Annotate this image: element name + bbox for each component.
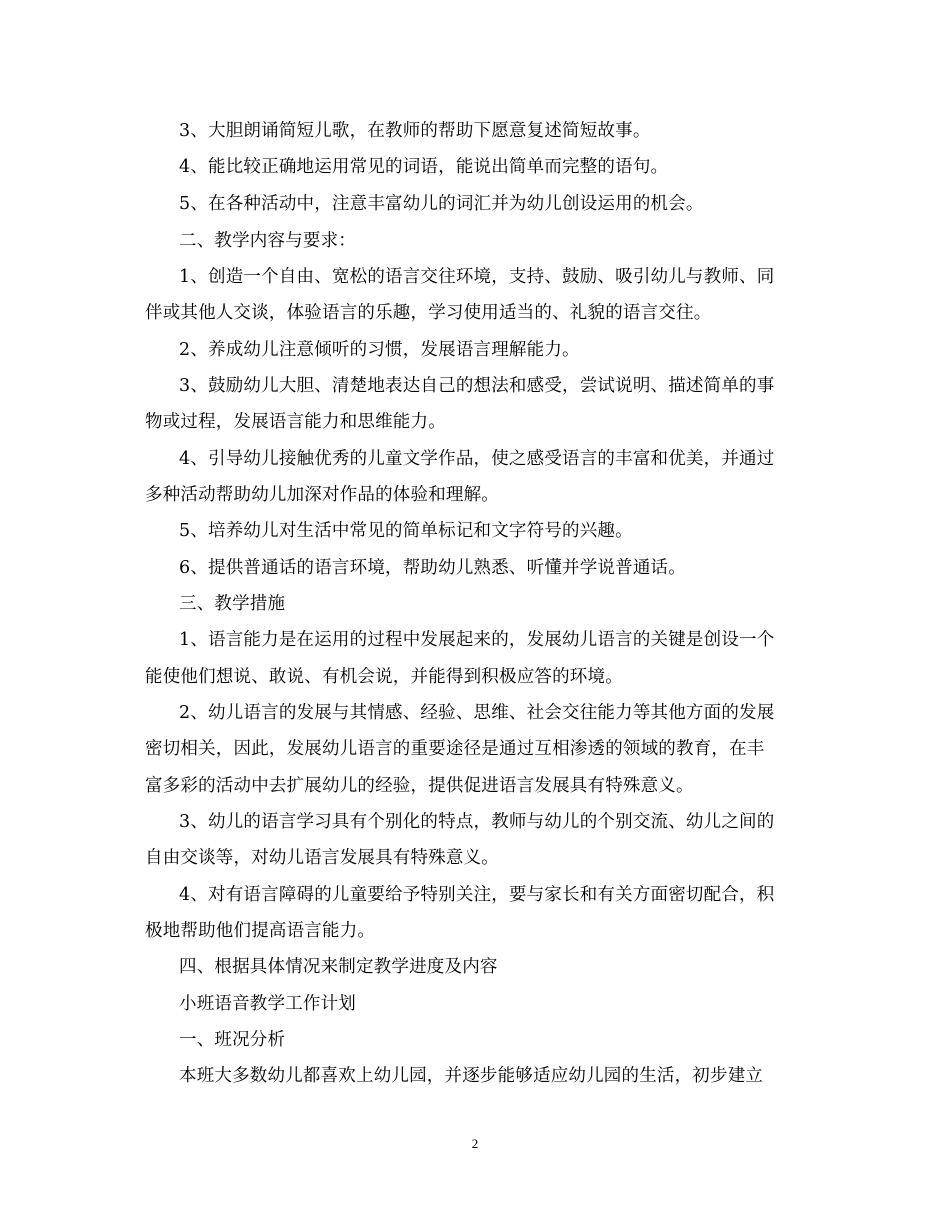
text-line: 3、鼓励幼儿大胆、清楚地表达自己的想法和感受，尝试说明、描述简单的事	[179, 376, 775, 396]
text-line: 能使他们想说、敢说、有机会说，并能得到积极应答的环境。	[145, 667, 623, 687]
text-line: 6、提供普通话的语言环境，帮助幼儿熟悉、听懂并学说普通话。	[179, 558, 686, 578]
text-line: 5、在各种活动中，注意丰富幼儿的词汇并为幼儿创设运用的机会。	[179, 194, 704, 214]
text-line: 多种活动帮助幼儿加深对作品的体验和理解。	[145, 485, 499, 505]
text-line: 2、幼儿语言的发展与其情感、经验、思维、社会交往能力等其他方面的发展	[179, 703, 775, 723]
section-heading: 三、教学措施	[179, 594, 286, 614]
section-heading: 二、教学内容与要求：	[179, 231, 356, 251]
text-line: 1、语言能力是在运用的过程中发展起来的，发展幼儿语言的关键是创设一个	[179, 630, 775, 650]
section-heading: 一、班况分析	[179, 1030, 286, 1050]
text-line: 伴或其他人交谈，体验语言的乐趣，学习使用适当的、礼貌的语言交往。	[145, 303, 712, 323]
text-line: 4、对有语言障碍的儿童要给予特别关注，要与家长和有关方面密切配合，积	[179, 885, 775, 905]
text-line: 5、培养幼儿对生活中常见的简单标记和文字符号的兴趣。	[179, 521, 633, 541]
text-line: 本班大多数幼儿都喜欢上幼儿园，并逐步能够适应幼儿园的生活，初步建立	[179, 1066, 764, 1086]
text-line: 1、创造一个自由、宽松的语言交往环境，支持、鼓励、吸引幼儿与教师、同	[179, 267, 775, 287]
text-line: 自由交谈等，对幼儿语言发展具有特殊意义。	[145, 848, 499, 868]
text-line: 4、引导幼儿接触优秀的儿童文学作品，使之感受语言的丰富和优美，并通过	[179, 449, 775, 469]
text-line: 2、养成幼儿注意倾听的习惯，发展语言理解能力。	[179, 340, 580, 360]
text-line: 极地帮助他们提高语言能力。	[145, 921, 376, 941]
document-title: 小班语音教学工作计划	[179, 994, 356, 1014]
text-line: 3、幼儿的语言学习具有个别化的特点，教师与幼儿的个别交流、幼儿之间的	[179, 812, 775, 832]
section-heading: 四、根据具体情况来制定教学进度及内容	[179, 957, 498, 977]
page-number: 2	[471, 1136, 479, 1151]
text-line: 富多彩的活动中去扩展幼儿的经验，提供促进语言发展具有特殊意义。	[145, 776, 694, 796]
text-line: 4、能比较正确地运用常见的词语，能说出简单而完整的语句。	[179, 157, 669, 177]
text-line: 3、大胆朗诵简短儿歌，在教师的帮助下愿意复述简短故事。	[179, 121, 651, 141]
text-line: 密切相关，因此，发展幼儿语言的重要途径是通过互相渗透的领域的教育，在丰	[145, 739, 765, 759]
text-line: 物或过程，发展语言能力和思维能力。	[145, 412, 446, 432]
